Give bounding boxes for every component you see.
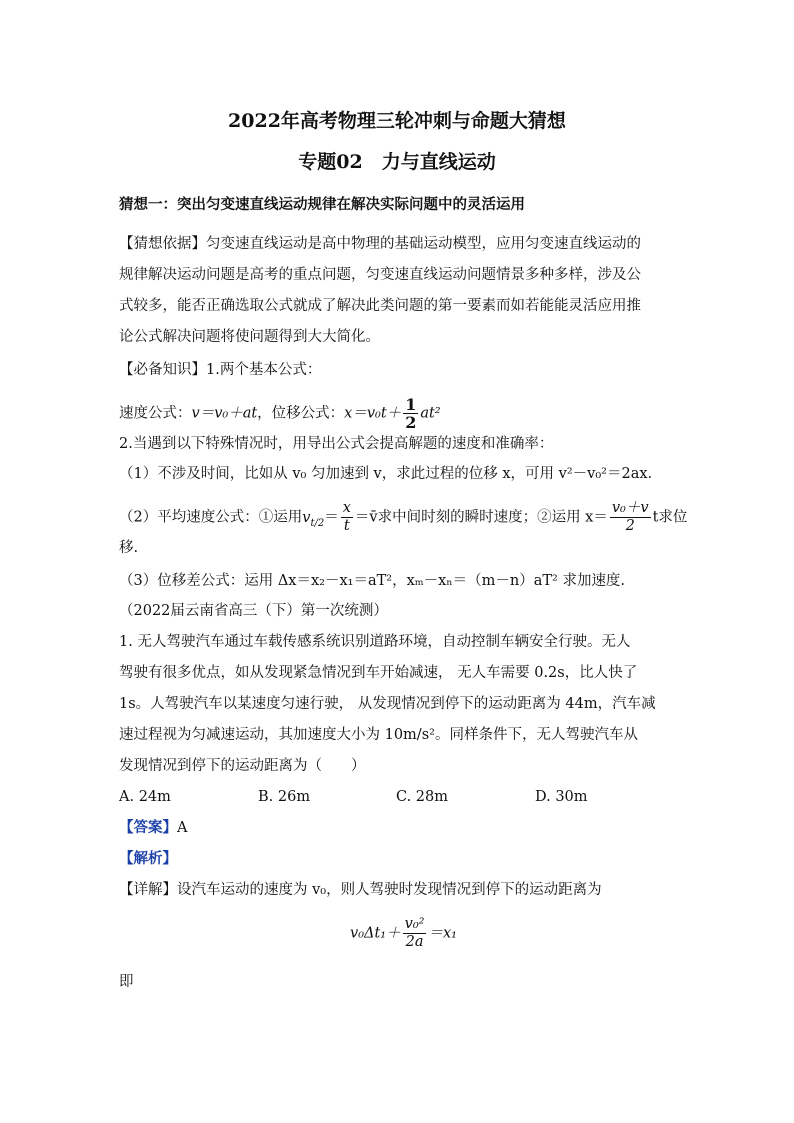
question-line-3: 1s。人驾驶汽车以某速度匀速行驶， 从发现情况到停下的运动距离为 44m，汽车减 (119, 696, 656, 712)
half-fraction: $\frac{1}{2}$ (405, 395, 417, 432)
question-line-5: 发现情况到停下的运动距离为（ ） (119, 758, 366, 774)
guess-heading: 猜想一：突出匀变速直线运动规律在解决实际问题中的灵活运用 (119, 196, 525, 213)
question-line-1: 1. 无人驾驶汽车通过车载传感系统识别道路环境，自动控制车辆安全行驶。无人 (119, 634, 631, 650)
knowledge-intro: 1.两个基本公式： (206, 362, 322, 378)
question-line-4: 速过程视为匀减速运动，其加速度大小为 10m/s²。同样条件下，无人驾驶汽车从 (119, 727, 638, 743)
analysis-label: 【解析】 (119, 850, 177, 867)
answer-line (119, 818, 187, 838)
detail-label: 【详解】 (119, 882, 177, 898)
detail-equation (350, 916, 457, 951)
formula-line (119, 396, 441, 431)
case-2-equals: ＝ (324, 509, 339, 526)
case-2-text-d: t求位 (652, 509, 688, 526)
knowledge-label: 【必备知识】 (119, 362, 206, 378)
detail-line (119, 880, 602, 900)
case-2 (119, 500, 687, 535)
answer-value: A (177, 820, 188, 836)
knowledge-line (119, 360, 321, 380)
basis-label: 【猜想依据】 (119, 236, 206, 252)
option-c: C. 28m (396, 789, 448, 805)
option-a: A. 24m (119, 789, 171, 805)
basis-line-2: 规律解决运动问题是高考的重点问题，匀变速直线运动问题情景多种多样，涉及公 (119, 267, 641, 283)
main-title: 2022年高考物理三轮冲刺与命题大猜想 (228, 110, 566, 132)
basis-line-4: 论公式解决问题将使问题得到大大简化。 (119, 329, 380, 345)
detail-next: 即 (119, 974, 134, 990)
case-2-text-c: ＝v̄求中间时刻的瞬时速度；②运用 x＝ (354, 509, 608, 526)
velocity-formula: v＝v₀＋at (191, 405, 258, 422)
mid-time-velocity: $v_{t/2}$ (302, 509, 325, 529)
question-line-2: 驾驶有很多优点，如从发现紧急情况到车开始减速， 无人车需要 0.2s，比人快了 (119, 665, 638, 681)
option-d: D. 30m (535, 789, 588, 805)
case-2-text-a: （2）平均速度公式：①运用 (119, 509, 303, 526)
basis-line-3: 式较多，能否正确选取公式就成了解决此类问题的第一要素而如若能能灵活应用推 (119, 298, 641, 314)
case-2-continued: 移. (119, 540, 139, 556)
case-1: （1）不涉及时间，比如从 v₀ 匀加速到 v，求此过程的位移 x，可用 v²－v₀²＝2ax. (119, 466, 653, 482)
velocity-formula-label: 速度公式： (119, 405, 192, 422)
case-3: （3）位移差公式：运用 Δx＝x₂－x₁＝aT²，xₘ－xₙ＝（m－n）aT² 求加速度. (119, 573, 626, 589)
basis-text-1: 匀变速直线运动是高中物理的基础运动模型，应用匀变速直线运动的 (206, 236, 641, 252)
analysis-line (119, 849, 177, 869)
answer-label: 【答案】 (119, 819, 177, 836)
displacement-formula-label: ，位移公式： (257, 405, 345, 422)
sub-title: 专题02 力与直线运动 (298, 151, 496, 173)
detail-text: 设汽车运动的速度为 v₀，则人驾驶时发现情况到停下的运动距离为 (177, 882, 602, 898)
special-cases-intro: 2.当遇到以下特殊情况时，用导出公式会提高解题的速度和准确率： (119, 436, 554, 452)
displacement-formula: x＝v₀t＋ (344, 405, 402, 422)
option-b: B. 26m (258, 789, 311, 805)
question-source: （2022届云南省高三（下）第一次统测） (119, 603, 388, 619)
equation-left: v₀Δt₁＋ (350, 925, 401, 942)
equation-right: ＝x₁ (428, 925, 457, 942)
equation-fraction: $\frac{\text{v₀²}}{2a}$ (404, 916, 425, 950)
x-over-t-fraction: $\frac{x}{t}$ (342, 500, 351, 534)
basis-line-1 (119, 234, 641, 254)
at-squared: at² (420, 405, 441, 422)
average-velocity-fraction: $\frac{\text{v₀＋v}}{2}$ (611, 500, 649, 534)
